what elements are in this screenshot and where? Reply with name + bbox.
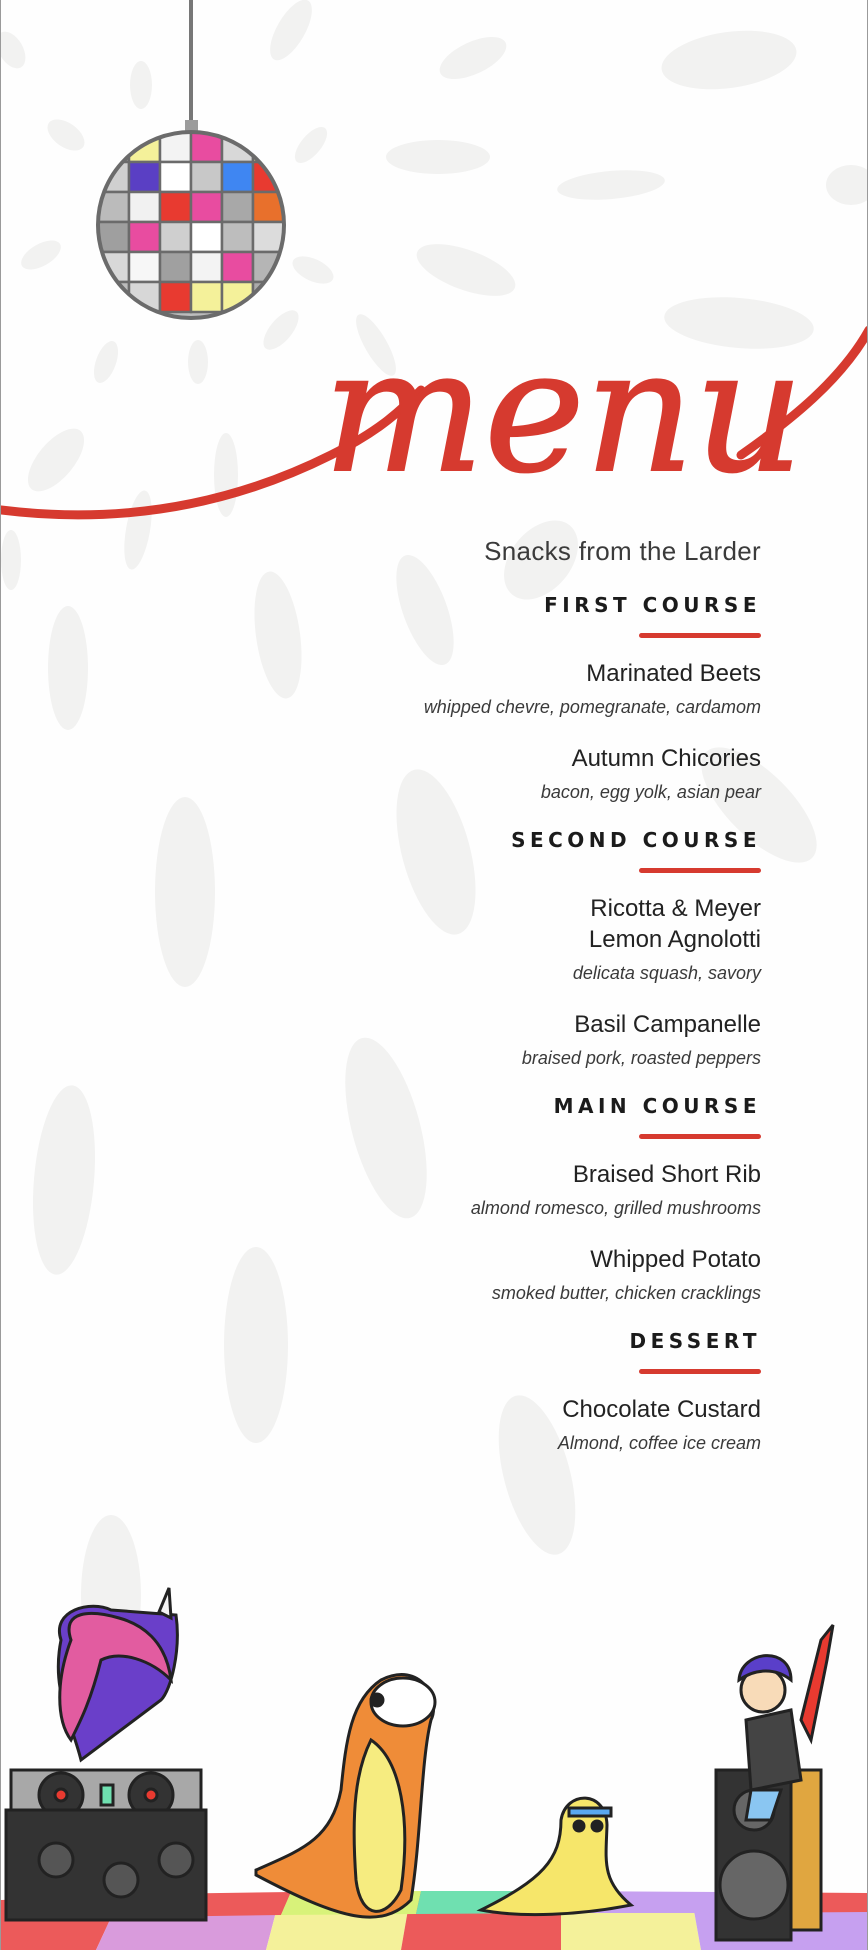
section-items [201,1394,761,1454]
menu-item-description: bacon, egg yolk, asian pear [540,782,761,802]
menu-logo: menu [323,313,804,511]
menu-subtitle: Snacks from the Larder [484,536,761,566]
menu-item [201,893,761,984]
menu-item [201,1244,761,1304]
menu-item-description: braised pork, roasted peppers [521,1048,761,1068]
menu-section [201,593,761,803]
menu-item-description: delicata squash, savory [572,963,761,983]
menu-section [201,828,761,1069]
menu-item-name: Autumn Chicories [571,745,761,772]
menu-item-name: Whipped Potato [590,1246,761,1273]
section-divider [639,1134,761,1139]
menu-content [201,536,761,1479]
disco-ball-icon [98,0,284,318]
menu-item [201,1394,761,1454]
menu-sections [201,593,761,1454]
menu-item-name: Marinated Beets [586,660,761,687]
menu-item-name: Ricotta & Meyer Lemon Agnolotti [588,895,761,953]
menu-section [201,1329,761,1454]
menu-item-name: Braised Short Rib [572,1161,761,1188]
dinosaur-icon [256,1675,435,1918]
section-title: FIRST COURSE [544,593,761,617]
menu-item [201,658,761,718]
menu-item [201,1009,761,1069]
menu-section [201,1094,761,1304]
section-title: DESSERT [629,1329,761,1353]
menu-item-description: Almond, coffee ice cream [557,1433,761,1453]
section-divider [639,868,761,873]
section-divider [639,633,761,638]
menu-item [201,1159,761,1219]
section-title: MAIN COURSE [553,1094,761,1118]
unicorn-dj-icon [6,1588,206,1920]
section-items [201,1159,761,1304]
menu-item-description: whipped chevre, pomegranate, cardamom [423,697,761,717]
section-items [201,893,761,1069]
section-divider [639,1369,761,1374]
menu-item [201,743,761,803]
section-title: SECOND COURSE [511,828,761,852]
menu-item-description: smoked butter, chicken cracklings [491,1283,761,1303]
menu-item-name: Basil Campanelle [574,1011,761,1038]
menu-item-name: Chocolate Custard [562,1396,761,1423]
banana-icon [481,1798,631,1914]
menu-item-description: almond romesco, grilled mushrooms [470,1198,761,1218]
guitarist-icon [716,1625,833,1940]
section-items [201,658,761,803]
